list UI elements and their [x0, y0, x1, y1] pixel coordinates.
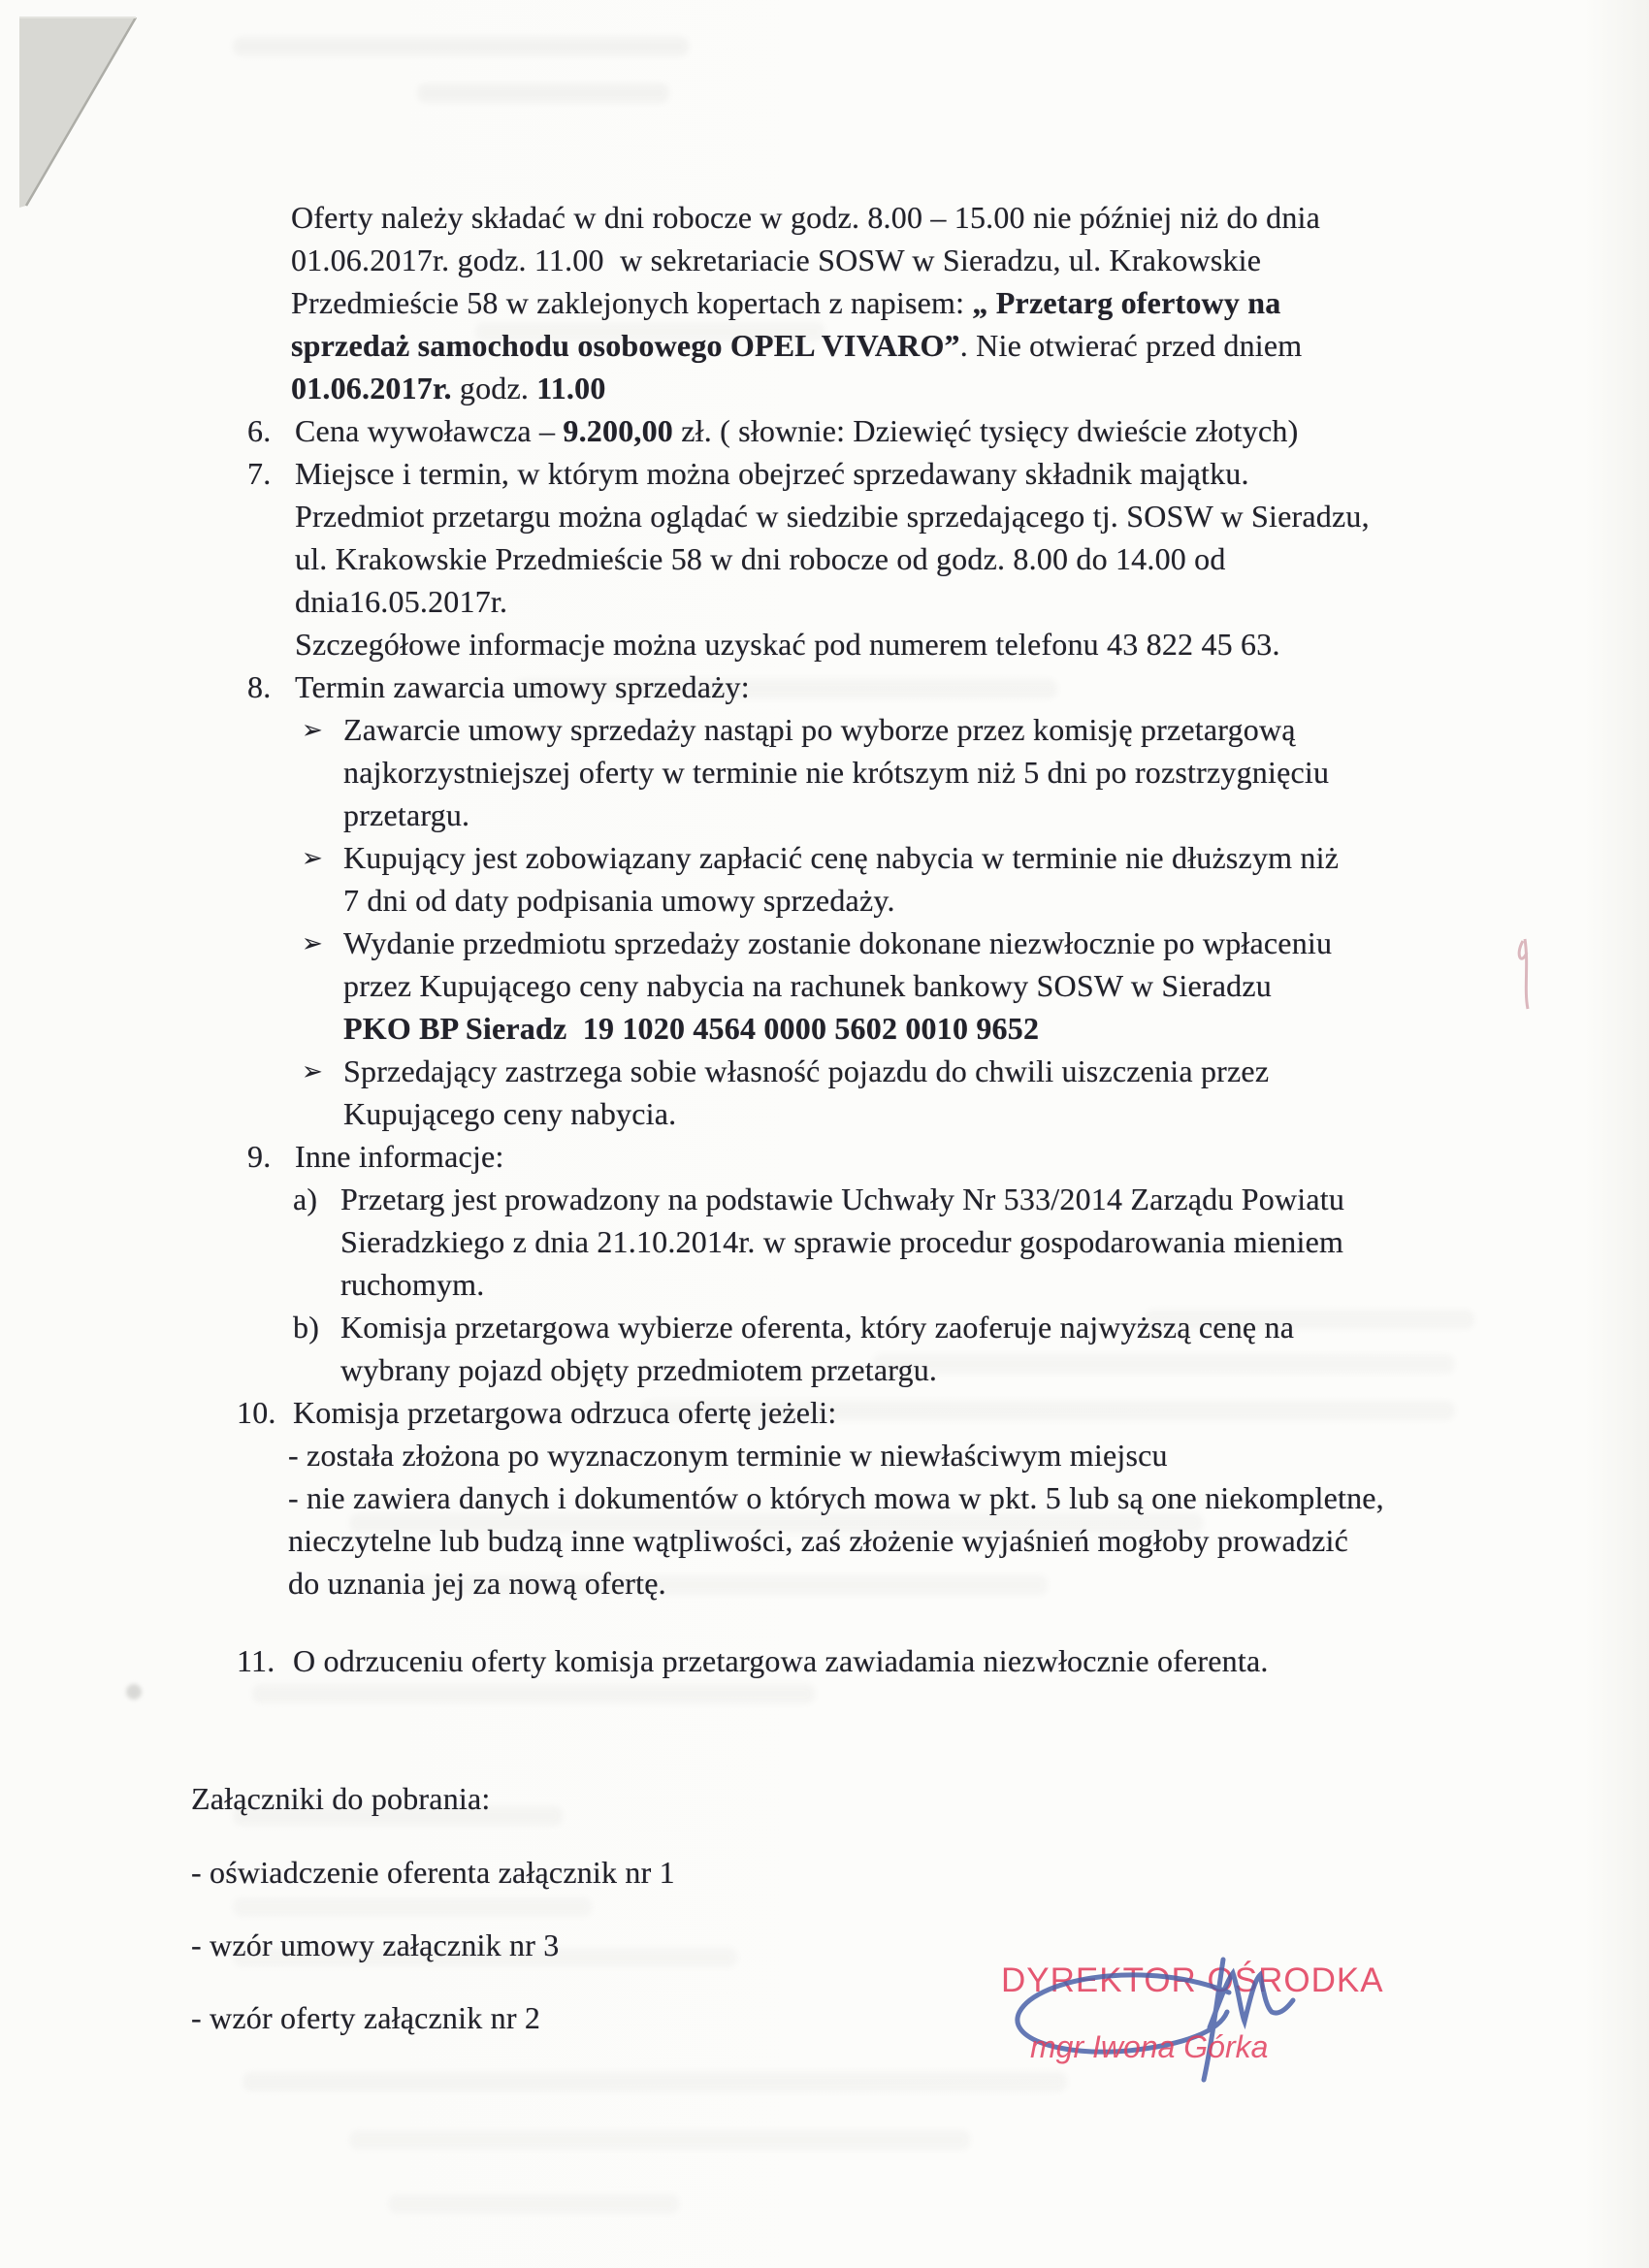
- text-run: Szczegółowe informacje można uzyskać pod numerem telefonu 43 822 45 63.: [295, 627, 1280, 662]
- text-run: - oświadczenie oferenta załącznik nr 1: [191, 1855, 675, 1890]
- text-run: Komisja przetargowa odrzuca ofertę jeżeli:: [293, 1395, 837, 1430]
- text-run: najkorzystniejszej oferty w terminie nie krótszym niż 5 dni po rozstrzygnięciu: [343, 755, 1330, 790]
- list-item-line: [293, 1641, 1269, 1680]
- text-run: dnia16.05.2017r.: [295, 584, 508, 619]
- text-run: Sieradzkiego z dnia 21.10.2014r. w sprawie procedur gospodarowania mieniem: [340, 1224, 1344, 1259]
- list-item-line: [295, 625, 1280, 664]
- text-run: Zawarcie umowy sprzedaży nastąpi po wyborze przez komisję przetargową: [343, 712, 1296, 747]
- director-stamp-name: [1030, 2029, 1268, 2065]
- text-run: Kupujący jest zobowiązany zapłacić cenę nabycia w terminie nie dłuższym niż: [343, 840, 1340, 875]
- arrow-bullet-icon: [302, 1052, 323, 1093]
- text-run-bold: 01.06.2017r.: [291, 371, 452, 405]
- text-run: Cena wywoławcza –: [295, 413, 564, 448]
- text-run: 10.: [237, 1395, 276, 1430]
- text-run: 8.: [247, 669, 272, 704]
- attachment-item: [191, 1998, 540, 2037]
- text-run: Oferty należy składać w dni robocze w godz. 8.00 – 15.00 nie później niż do dnia: [291, 200, 1321, 235]
- bleedthrough-artifact: [233, 1897, 592, 1917]
- text-run: Kupującego ceny nabycia.: [343, 1096, 677, 1131]
- text-run: ➢: [302, 716, 323, 745]
- bleedthrough-artifact: [252, 1684, 815, 1703]
- dash-line: [288, 1436, 1168, 1474]
- bleedthrough-artifact: [242, 2072, 1067, 2091]
- arrow-bullet-icon: [302, 710, 323, 752]
- bullet-line: [343, 923, 1332, 962]
- text-run: ruchomym.: [340, 1267, 485, 1302]
- speck-artifact: [126, 1684, 142, 1700]
- text-run: 7 dni od daty podpisania umowy sprzedaży.: [343, 883, 895, 918]
- dash-line: [288, 1478, 1384, 1517]
- list-item-line: [295, 497, 1370, 535]
- attachment-item: [191, 1853, 675, 1892]
- paragraph-line: [291, 241, 1261, 279]
- arrow-bullet-icon: [302, 923, 323, 965]
- price-value: 9.200,00: [563, 413, 673, 448]
- bleedthrough-artifact: [873, 1354, 1455, 1374]
- text-run: Załączniki do pobrania:: [191, 1781, 491, 1816]
- list-item-line: [295, 582, 507, 621]
- text-run: - wzór oferty załącznik nr 2: [191, 2000, 541, 2035]
- bullet-line: [343, 1052, 1269, 1090]
- list-item-line: [295, 667, 750, 706]
- bullet-line: [343, 795, 469, 834]
- text-run: b): [293, 1310, 320, 1345]
- list-number: [237, 1393, 276, 1432]
- text-run: 6.: [247, 413, 272, 448]
- bleedthrough-artifact: [233, 37, 689, 56]
- ink-smudge-artifact: [1511, 933, 1550, 1021]
- bleedthrough-artifact: [388, 2194, 679, 2214]
- text-run: ➢: [302, 844, 323, 873]
- text-run-bold: 11.00: [536, 371, 606, 405]
- text-run: godz.: [451, 371, 537, 405]
- text-run: Przedmiot przetargu można oglądać w siedzibie sprzedającego tj. SOSW w Sieradzu,: [295, 499, 1370, 534]
- text-run: O odrzuceniu oferty komisja przetargowa zawiadamia niezwłocznie oferenta.: [293, 1643, 1269, 1678]
- sublist-line: [340, 1308, 1294, 1346]
- dash-line: [288, 1564, 666, 1603]
- paragraph-line: [291, 198, 1320, 237]
- bullet-line: [343, 966, 1272, 1005]
- list-number: [247, 667, 271, 706]
- text-run: przez Kupującego ceny nabycia na rachunek bankowy SOSW w Sieradzu: [343, 968, 1272, 1003]
- sublist-line: [340, 1180, 1344, 1218]
- sublist-label: [293, 1180, 317, 1218]
- paragraph-line: [291, 369, 606, 407]
- arrow-bullet-icon: [302, 838, 323, 880]
- paragraph-line: [291, 283, 1280, 322]
- text-run: Przetarg jest prowadzony na podstawie Uchwały Nr 533/2014 Zarządu Powiatu: [340, 1182, 1345, 1216]
- list-item-line: [295, 411, 1298, 450]
- text-run: Inne informacje:: [295, 1139, 504, 1174]
- text-run: 11.: [237, 1643, 275, 1678]
- text-run: 7.: [247, 456, 272, 491]
- list-number: [237, 1641, 275, 1680]
- text-run-bold: sprzedaż samochodu osobowego OPEL VIVARO”: [291, 328, 960, 363]
- text-run: - nie zawiera danych i dokumentów o których mowa w pkt. 5 lub są one niekompletne,: [288, 1480, 1384, 1515]
- bullet-line: [343, 1094, 676, 1133]
- bullet-line: [343, 710, 1296, 749]
- handwritten-signature: [994, 1952, 1314, 2097]
- text-run: 9.: [247, 1139, 272, 1174]
- sublist-line: [340, 1265, 484, 1304]
- text-run: . Nie otwierać przed dniem: [959, 328, 1303, 363]
- bullet-line: [343, 881, 895, 920]
- dash-line: [288, 1521, 1348, 1560]
- text-run: Termin zawarcia umowy sprzedaży:: [295, 669, 750, 704]
- text-run: DYREKTOR OŚRODKA: [1001, 1961, 1384, 1999]
- bank-account-line: [343, 1009, 1039, 1048]
- text-run: Sprzedający zastrzega sobie własność pojazdu do chwili uiszczenia przez: [343, 1053, 1270, 1088]
- text-run: - wzór umowy załącznik nr 3: [191, 1928, 560, 1962]
- text-run: mgr Iwona Górka: [1030, 2029, 1269, 2064]
- text-run: przetargu.: [343, 797, 470, 832]
- list-number: [247, 1137, 271, 1176]
- text-run: Komisja przetargowa wybierze oferenta, który zaoferuje najwyższą cenę na: [340, 1310, 1295, 1345]
- list-item-line: [293, 1393, 836, 1432]
- list-item-line: [295, 454, 1249, 493]
- text-run: ➢: [302, 929, 323, 958]
- bullet-line: [343, 838, 1339, 877]
- sublist-line: [340, 1350, 937, 1389]
- text-run: Miejsce i termin, w którym można obejrzeć sprzedawany składnik majątku.: [295, 456, 1249, 491]
- bullet-line: [343, 753, 1329, 792]
- text-run: a): [293, 1182, 318, 1216]
- paragraph-line: [291, 326, 1302, 365]
- list-number: [247, 411, 271, 450]
- text-run-bold: PKO BP Sieradz 19 1020 4564 0000 5602 0010 9652: [343, 1011, 1040, 1046]
- text-run: ➢: [302, 1057, 323, 1086]
- text-run: do uznania jej za nową ofertę.: [288, 1566, 666, 1601]
- text-run: Wydanie przedmiotu sprzedaży zostanie dokonane niezwłocznie po wpłaceniu: [343, 925, 1333, 960]
- text-run-bold: „ Przetarg ofertowy na: [972, 285, 1281, 320]
- list-item-line: [295, 1137, 504, 1176]
- attachments-heading: [191, 1779, 490, 1818]
- text-run: zł. ( słownie: Dziewięć tysięcy dwieście złotych): [673, 413, 1299, 448]
- text-run: - została złożona po wyznaczonym terminie w niewłaściwym miejscu: [288, 1438, 1168, 1473]
- text-run: wybrany pojazd objęty przedmiotem przetargu.: [340, 1352, 938, 1387]
- attachment-item: [191, 1926, 559, 1964]
- list-item-line: [295, 539, 1226, 578]
- bleedthrough-artifact: [417, 83, 669, 103]
- list-number: [247, 454, 271, 493]
- sublist-label: [293, 1308, 319, 1346]
- text-run: nieczytelne lub budzą inne wątpliwości, zaś złożenie wyjaśnień mogłoby prowadzić: [288, 1523, 1348, 1558]
- text-run: Przedmieście 58 w zaklejonych kopertach z napisem:: [291, 285, 973, 320]
- page-fold-artifact: [0, 0, 223, 233]
- bleedthrough-artifact: [349, 2130, 970, 2150]
- sublist-line: [340, 1222, 1343, 1261]
- text-run: ul. Krakowskie Przedmieście 58 w dni robocze od godz. 8.00 do 14.00 od: [295, 541, 1226, 576]
- text-run: 01.06.2017r. godz. 11.00 w sekretariacie SOSW w Sieradzu, ul. Krakowskie: [291, 243, 1262, 277]
